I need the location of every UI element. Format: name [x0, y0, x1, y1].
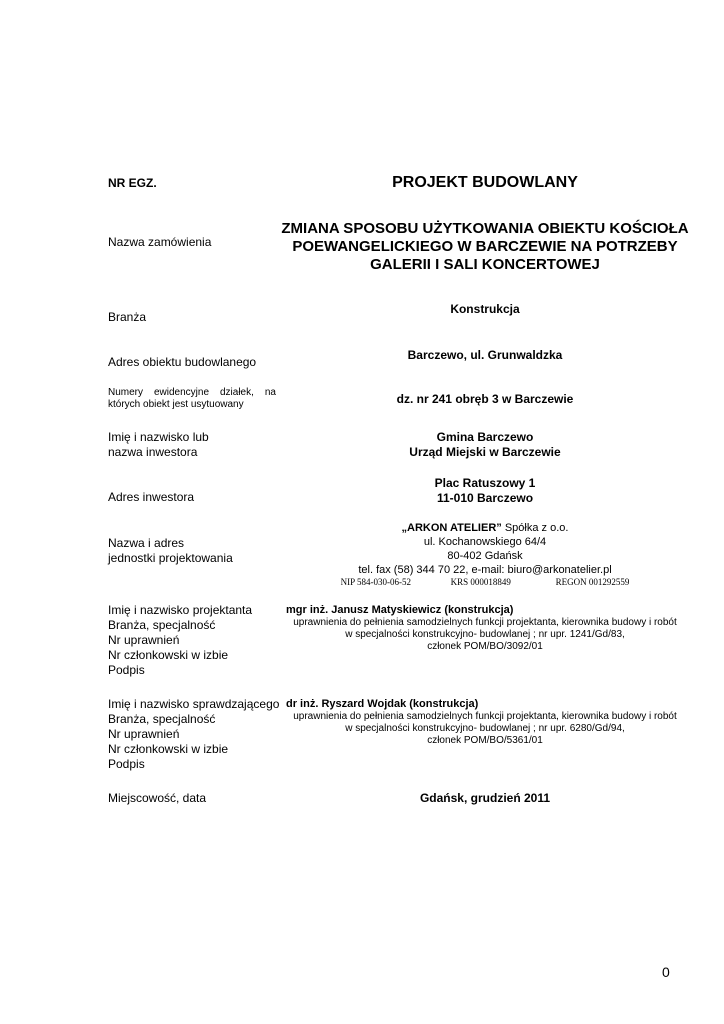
investor-value-line: Urząd Miejski w Barczewie: [409, 445, 561, 459]
designer-label-line: Nr uprawnień: [108, 633, 180, 647]
checker-label-line: Imię i nazwisko sprawdzającego: [108, 697, 280, 711]
company-nip: NIP 584-030-06-52: [340, 577, 412, 587]
designer-details: [290, 617, 680, 653]
order-title-line: GALERII I SALI KONCERTOWEJ: [370, 256, 600, 273]
nr-egz-label: NR EGZ.: [108, 176, 157, 190]
branch-value: Konstrukcja: [450, 302, 520, 316]
address-value: Barczewo, ul. Grunwaldzka: [407, 348, 563, 362]
company-name: „ARKON ATELIER”: [401, 522, 502, 534]
page-number: 0: [662, 964, 670, 980]
company-suffix: Spółka z o.o.: [501, 522, 569, 534]
designer-detail-line: w specjalności konstrukcyjno- budowlanej ; nr upr. 1241/Gd/83,: [345, 629, 625, 640]
place-date-value: Gdańsk, grudzień 2011: [419, 791, 551, 805]
designer-label-line: Nr członkowski w izbie: [108, 648, 229, 662]
company-krs: KRS 000018849: [450, 577, 511, 587]
investor-address-value: [290, 476, 680, 506]
project-type-title: PROJEKT BUDOWLANY: [392, 174, 578, 191]
order-title-line: POEWANGELICKIEGO W BARCZEWIE NA POTRZEBY: [292, 238, 678, 255]
designer-unit-label-line: jednostki projektowania: [108, 551, 233, 565]
checker-label-line: Nr członkowski w izbie: [108, 742, 229, 756]
order-label: Nazwa zamówienia: [108, 235, 212, 249]
plots-value: dz. nr 241 obręb 3 w Barczewie: [396, 392, 574, 406]
designer-unit-block: [290, 521, 680, 588]
designer-detail-line: uprawnienia do pełnienia samodzielnych funkcji projektanta, kierownika budowy i robót: [293, 617, 677, 628]
designer-detail-line: członek POM/BO/3092/01: [427, 641, 543, 652]
order-title-line: ZMIANA SPOSOBU UŻYTKOWANIA OBIEKTU KOŚCIOŁA: [281, 220, 689, 237]
company-city: 80-402 Gdańsk: [447, 550, 523, 562]
investor-value: [290, 430, 680, 460]
order-title: [270, 220, 700, 274]
company-contact: tel. fax (58) 344 70 22, e-mail: biuro@arkonatelier.pl: [358, 564, 612, 576]
checker-detail-line: uprawnienia do pełnienia samodzielnych funkcji projektanta, kierownika budowy i robót: [293, 711, 677, 722]
investor-address-line: 11-010 Barczewo: [436, 491, 534, 505]
investor-label-line: nazwa inwestora: [108, 445, 198, 459]
investor-address-line: Plac Ratuszowy 1: [434, 476, 536, 490]
checker-label-line: Nr uprawnień: [108, 727, 180, 741]
plots-label-line: których obiekt jest usytuowany: [108, 399, 244, 410]
investor-label-line: Imię i nazwisko lub: [108, 430, 209, 444]
checker-name: dr inż. Ryszard Wojdak (konstrukcja): [286, 698, 479, 710]
checker-detail-line: członek POM/BO/5361/01: [427, 735, 543, 746]
designer-label-line: Imię i nazwisko projektanta: [108, 603, 253, 617]
checker-label-line: Podpis: [108, 757, 145, 771]
designer-unit-label-line: Nazwa i adres: [108, 536, 185, 550]
investor-address-label: Adres inwestora: [108, 490, 195, 504]
branch-label: Branża: [108, 310, 147, 324]
investor-label: [108, 430, 209, 460]
checker-details: [290, 711, 680, 747]
designer-label: [108, 603, 252, 678]
checker-label: [108, 697, 279, 772]
company-street: ul. Kochanowskiego 64/4: [423, 536, 547, 548]
investor-value-line: Gmina Barczewo: [436, 430, 534, 444]
company-line: [290, 521, 680, 535]
company-registration: [290, 577, 680, 588]
checker-label-line: Branża, specjalność: [108, 712, 216, 726]
plots-label: [108, 387, 276, 411]
designer-label-line: Branża, specjalność: [108, 618, 216, 632]
place-date-label: Miejscowość, data: [108, 791, 207, 805]
checker-detail-line: w specjalności konstrukcyjno- budowlanej ; nr upr. 6280/Gd/94,: [345, 723, 625, 734]
designer-name: mgr inż. Janusz Matyskiewicz (konstrukcja): [286, 604, 514, 616]
plots-label-line: Numery ewidencyjne działek, na: [108, 387, 276, 398]
designer-label-line: Podpis: [108, 663, 145, 677]
address-label: Adres obiektu budowlanego: [108, 355, 257, 369]
company-regon: REGON 001292559: [555, 577, 630, 587]
designer-unit-label: [108, 536, 233, 566]
